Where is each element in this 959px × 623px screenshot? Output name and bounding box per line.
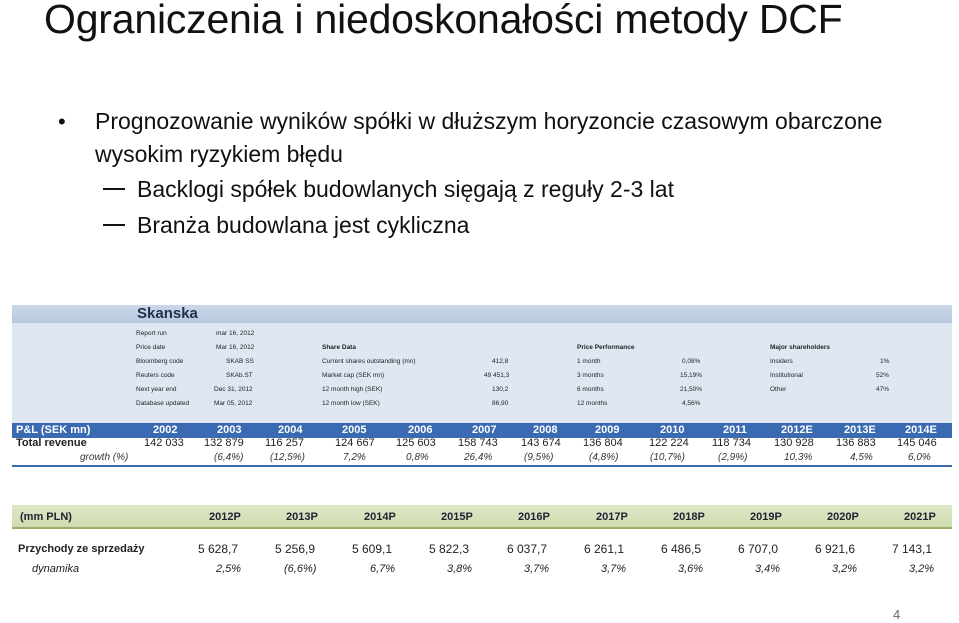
year-cell: 2018P [673, 511, 705, 523]
sales-cell: 6 707,0 [738, 542, 779, 556]
sales-label: Przychody ze sprzedaży [18, 543, 145, 555]
price-performance-title: Price Performance [577, 344, 635, 351]
revenue-row [12, 437, 952, 451]
sales-cell: 6 261,1 [584, 542, 625, 556]
pln-header-label: (mm PLN) [20, 511, 72, 523]
growth-cell: 0,8% [406, 452, 429, 463]
revenue-cell: 132 879 [204, 437, 244, 449]
pln-header-row [12, 505, 952, 529]
year-cell: 2004 [278, 424, 303, 436]
year-cell: 2003 [217, 424, 242, 436]
dynamics-cell: 2,5% [216, 563, 242, 575]
dash-icon [103, 224, 125, 226]
revenue-cell: 125 603 [396, 437, 436, 449]
growth-cell: (10,7%) [650, 452, 686, 463]
year-cell: 2002 [153, 424, 178, 436]
growth-cell: 6,0% [908, 452, 931, 463]
dynamics-cell: 3,8% [447, 563, 473, 575]
revenue-cell: 122 224 [649, 437, 689, 449]
growth-cell: (4,8%) [589, 452, 619, 463]
year-cell: 2021P [904, 511, 936, 523]
sales-cell: 6 037,7 [507, 542, 548, 556]
year-cell: 2014E [905, 424, 937, 436]
revenue-cell: 145 046 [897, 437, 937, 449]
sales-cell: 6 486,5 [661, 542, 702, 556]
growth-cell: 4,5% [850, 452, 873, 463]
growth-cell: 26,4% [464, 452, 493, 463]
sub-bullet [58, 171, 948, 207]
sales-cell: 5 822,3 [429, 542, 470, 556]
bullet-list [58, 105, 948, 243]
growth-cell: (9,5%) [524, 452, 554, 463]
growth-cell: 7,2% [343, 452, 366, 463]
growth-cell: (2,9%) [718, 452, 748, 463]
year-cell: 2016P [518, 511, 550, 523]
year-cell: 2005 [342, 424, 367, 436]
dynamics-cell: 3,2% [909, 563, 935, 575]
year-cell: 2014P [364, 511, 396, 523]
dash-icon [103, 188, 125, 190]
skanska-header [12, 305, 952, 323]
year-cell: 2012P [209, 511, 241, 523]
year-cell: 2010 [660, 424, 685, 436]
growth-label: growth (%) [80, 452, 129, 463]
year-cell: 2011 [723, 424, 747, 436]
year-cell: 2009 [595, 424, 620, 436]
main-bullet [58, 105, 948, 171]
year-cell: 2015P [441, 511, 473, 523]
growth-row [12, 452, 952, 466]
sales-cell: 5 628,7 [198, 542, 239, 556]
year-cell: 2006 [408, 424, 433, 436]
sub-bullet-text: Branża budowlana jest cykliczna [137, 212, 470, 238]
share-data-title: Share Data [322, 344, 356, 351]
sales-cell: 6 921,6 [815, 542, 856, 556]
pln-forecast-table [12, 505, 952, 585]
dynamics-cell: 3,6% [678, 563, 704, 575]
dynamics-cell: 3,4% [755, 563, 781, 575]
dynamics-label: dynamika [32, 563, 80, 575]
revenue-cell: 136 804 [583, 437, 623, 449]
growth-cell: (6,4%) [214, 452, 244, 463]
sales-cell: 5 256,9 [275, 542, 316, 556]
growth-cell: 10,3% [784, 452, 813, 463]
growth-cell: (12,5%) [270, 452, 306, 463]
table-bottom-rule [12, 465, 952, 467]
year-cell: 2013P [286, 511, 318, 523]
dynamics-cell: 3,7% [601, 563, 627, 575]
year-cell: 2019P [750, 511, 782, 523]
revenue-label: Total revenue [16, 437, 87, 449]
skanska-info-panel: Report run mar 16, 2012 Price date Mar 16, 2012 Bloomberg code SKAB SS Reuters code SKAb.ST Next year end Dec 31, 2012 Database updated Mar 05, 2012 Share Data Current shares outstanding (mn) 412,8 Market cap (SEK mn) 49 451,3 12 month high (SEK) 130,2 12 month low (SEK) 86,90 Price Performance 1 month 0,08% 3 months 15,19% 6 months 21,50% 12 months 4,56% Major shareholders Insiders 1% Institutional 52% Other 47% [12, 323, 952, 423]
holders-title: Major shareholders [770, 344, 830, 351]
revenue-cell: 143 674 [521, 437, 561, 449]
year-cell: 2012E [781, 424, 813, 436]
revenue-cell: 158 743 [458, 437, 498, 449]
sales-cell: 5 609,1 [352, 542, 393, 556]
pl-label: P&L (SEK mn) [16, 424, 91, 436]
revenue-cell: 136 883 [836, 437, 876, 449]
revenue-cell: 130 928 [774, 437, 814, 449]
revenue-cell: 124 667 [335, 437, 375, 449]
dynamics-cell: (6,6%) [284, 563, 317, 575]
year-cell: 2007 [472, 424, 497, 436]
slide-title: Ograniczenia i niedoskonałości metody DCF [44, 0, 843, 42]
sales-cell: 7 143,1 [892, 542, 933, 556]
sub-bullet-text: Backlogi spółek budowlanych sięgają z reguły 2-3 lat [137, 176, 674, 202]
bullet-dot-icon: • [58, 109, 66, 134]
pl-header-row [12, 423, 952, 438]
company-name: Skanska [137, 305, 198, 322]
dynamics-cell: 3,2% [832, 563, 858, 575]
revenue-cell: 142 033 [144, 437, 184, 449]
skanska-data-table [12, 305, 952, 470]
revenue-cell: 116 257 [265, 437, 304, 449]
year-cell: 2020P [827, 511, 859, 523]
year-cell: 2017P [596, 511, 628, 523]
dynamics-cell: 3,7% [524, 563, 550, 575]
main-bullet-text: Prognozowanie wyników spółki w dłuższym horyzoncie czasowym obarczone wysokim ryzykiem błędu [95, 108, 883, 167]
revenue-cell: 118 734 [712, 437, 751, 449]
year-cell: 2013E [844, 424, 876, 436]
sub-bullet [58, 207, 948, 243]
year-cell: 2008 [533, 424, 558, 436]
page-number: 4 [893, 607, 901, 622]
dynamics-cell: 6,7% [370, 563, 396, 575]
